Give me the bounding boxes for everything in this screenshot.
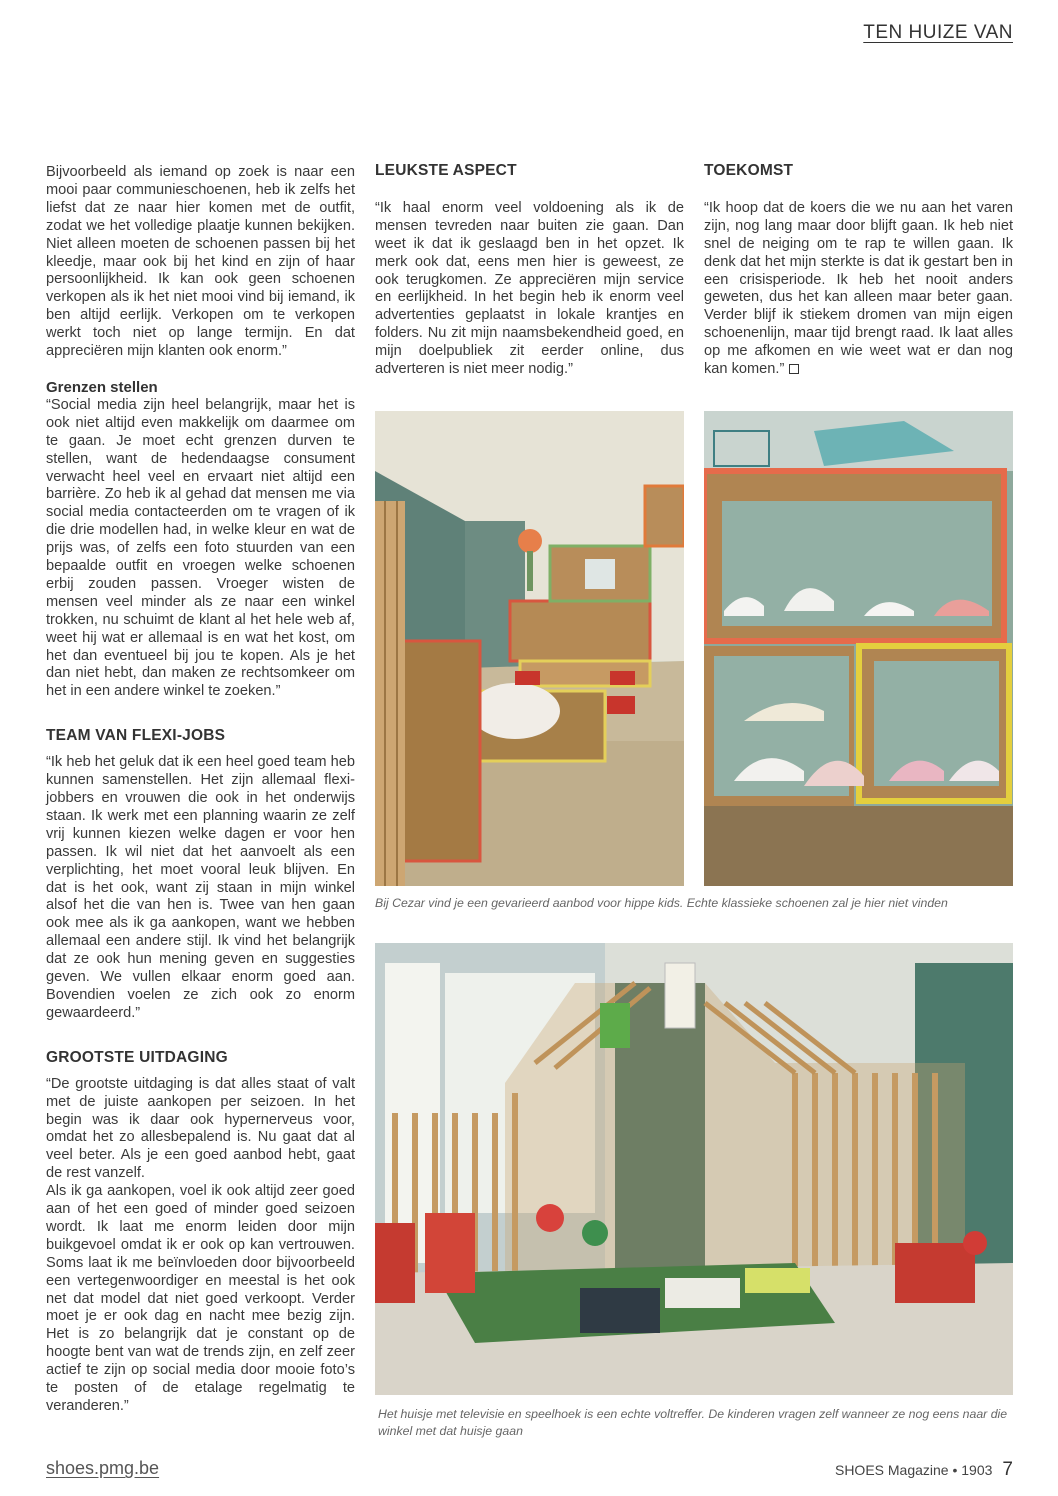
toekomst-text: “Ik hoop dat de koers die we nu aan het varen zijn, nog lang maar door blijft gaan. Ik heb niet snel de neiging om te rap te willen gaan. Ik denk dat het mijn sterkte is dat ik gestart ben in een crisisperiode. Ik heb het nooit anders geweten, dus het kan alleen maar beter gaan. Verder blijf ik stiekem dromen van mijn eigen schoenenlijn, maar tijd brengt raad. Ik laat alles op me afkomen en wie weet wat er dan nog kan komen.”	[704, 199, 1013, 378]
photo-shoe-shelves	[704, 411, 1013, 886]
photo-shop-interior-drawing	[375, 411, 684, 886]
column-middle	[375, 162, 684, 379]
website-link[interactable]: shoes.pmg.be	[46, 1458, 160, 1478]
toekomst-heading: TOEKOMST	[704, 162, 794, 179]
photo-shop-interior	[375, 411, 684, 886]
uitdaging-paragraph-1: “De grootste uitdaging is dat alles staat of valt met de juiste aankopen per seizoen. In het begin was ik daar ook hypernerveus voor, omdat het zo allesbepalend is. Nu gaat dat al veel beter. Als je een goed aanbod hebt, gaat de rest vanzelf.	[46, 1075, 355, 1182]
column-left	[46, 164, 355, 1416]
column-right	[704, 162, 1013, 379]
caption-top: Bij Cezar vind je een gevarieerd aanbod voor hippe kids. Echte klassieke schoenen zal je hier niet vinden	[375, 896, 948, 910]
caption-bottom: Het huisje met televisie en speelhoek is een echte voltreffer. De kinderen vragen zelf wanneer ze nog eens naar die winkel met dat huisje gaan	[378, 1407, 1008, 1438]
end-square-icon	[789, 364, 799, 374]
grenzen-paragraph: “Social media zijn heel belangrijk, maar het is ook niet altijd even makkelijk om daarmee om te gaan. Je moet echt grenzen durven te stellen, want de hedendaagse consument verwacht heel veel en ervaart niet altijd een barrière. Zo heb ik al gehad dat mensen me via social media contacteerden om te vragen of ik die drie modellen had, in welke kleur en wat de prijs was, of zelfs een foto stuurden van een bepaalde outfit en vroegen welke schoenen erbij zouden passen. Vroeger wisten de mensen veel minder als ze naar een winkel trokken, nu schuimt de klant al het hele web af, weet hij wat er allemaal is en wat het kost, om het dan eventueel bij jou te kopen. Als je het dan niet hebt, dan maken ze rechtsomkeer om het in een andere winkel te zoeken.”	[46, 396, 355, 700]
section-label: TEN HUIZE VAN	[863, 22, 1013, 43]
toekomst-paragraph	[704, 200, 1013, 379]
photo-shoe-shelves-drawing	[704, 411, 1013, 886]
photo-play-house	[375, 943, 1013, 1395]
uitdaging-paragraph-2: Als ik ga aankopen, voel ik ook altijd zeer goed aan of het een goed of minder goed seizoen wordt. Ik laat me enorm leiden door mijn buikgevoel omdat ik er ook op kan vertrouwen. Soms laat ik me beïnvloeden door bijvoorbeeld een vertegenwoordiger en meestal is het ook net dat model dat niet goed verkoopt. Verder moet je er ook dag en nacht mee bezig zijn. Het is zo belangrijk dat je constant op de hoogte bent van wat de trends zijn, en zelf zeer actief te zijn op social media door mooie foto’s te posten of de etalage regelmatig te veranderen.”	[46, 1183, 355, 1414]
leukste-paragraph: “Ik haal enorm veel voldoening als ik de mensen tevreden naar buiten zie gaan. Dan weet ik dat ik geslaagd ben in het opzet. Ik merk ook dat, eens men hier is geweest, ze ook terugkomen. Ze appreciëren mijn service en eerlijkheid. In het begin heb ik enorm veel advertenties geplaatst in lokale krantjes en folders. Nu zit mijn naamsbekendheid goed, en mijn doelpubliek zit eerder online, dus adverteren is niet meer nodig.”	[375, 199, 684, 378]
footer-publication	[835, 1459, 1013, 1481]
team-paragraph: “Ik heb het geluk dat ik een heel goed team heb kunnen samenstellen. Het zijn allemaal flexi-jobbers en vrouwen die ook in het onderwijs staan. Ik werk met een planning waarin ze zelf vrij kunnen kiezen welke dagen er voor hen passen. Ik wil niet dat het aanvoelt als een verplichting, het moet vooral leuk blijven. En dat is het ook, want zij staan in mijn winkel alsof het die van hen is. Twee van hen gaan ook mee als ik ga aankopen, want we hebben allemaal een andere stijl. Ik vind het belangrijk dat ze ook hun mening geven en suggesties geven. We vullen elkaar enorm goed aan. Bovendien voelen ze zich ook zo enorm gewaardeerd.”	[46, 754, 355, 1021]
leukste-heading: LEUKSTE ASPECT	[375, 162, 517, 179]
grenzen-heading: Grenzen stellen	[46, 378, 158, 396]
uitdaging-heading: GROOTSTE UITDAGING	[46, 1048, 228, 1066]
photo-play-house-drawing	[375, 943, 1013, 1395]
page-number: 7	[1002, 1459, 1013, 1480]
intro-paragraph: Bijvoorbeeld als iemand op zoek is naar een mooi paar communieschoenen, heb ik zelfs het liefst dat ze naar hier komen met de outfit, zodat we het volledige plaatje kunnen bekijken. Niet alleen moeten de schoenen passen bij het kleedje, maar ook bij het kind en zijn of haar persoonlijkheid. Ik kan ook geen schoenen verkopen als ik het niet mooi vind bij iemand, ik ben altijd eerlijk. Verkopen om te verkopen werkt toch niet op lange termijn. En dat appreciëren mijn klanten ook enorm.”	[46, 164, 355, 360]
magazine-issue: SHOES Magazine • 1903	[834, 1462, 993, 1478]
team-heading: TEAM VAN FLEXI-JOBS	[46, 727, 226, 745]
